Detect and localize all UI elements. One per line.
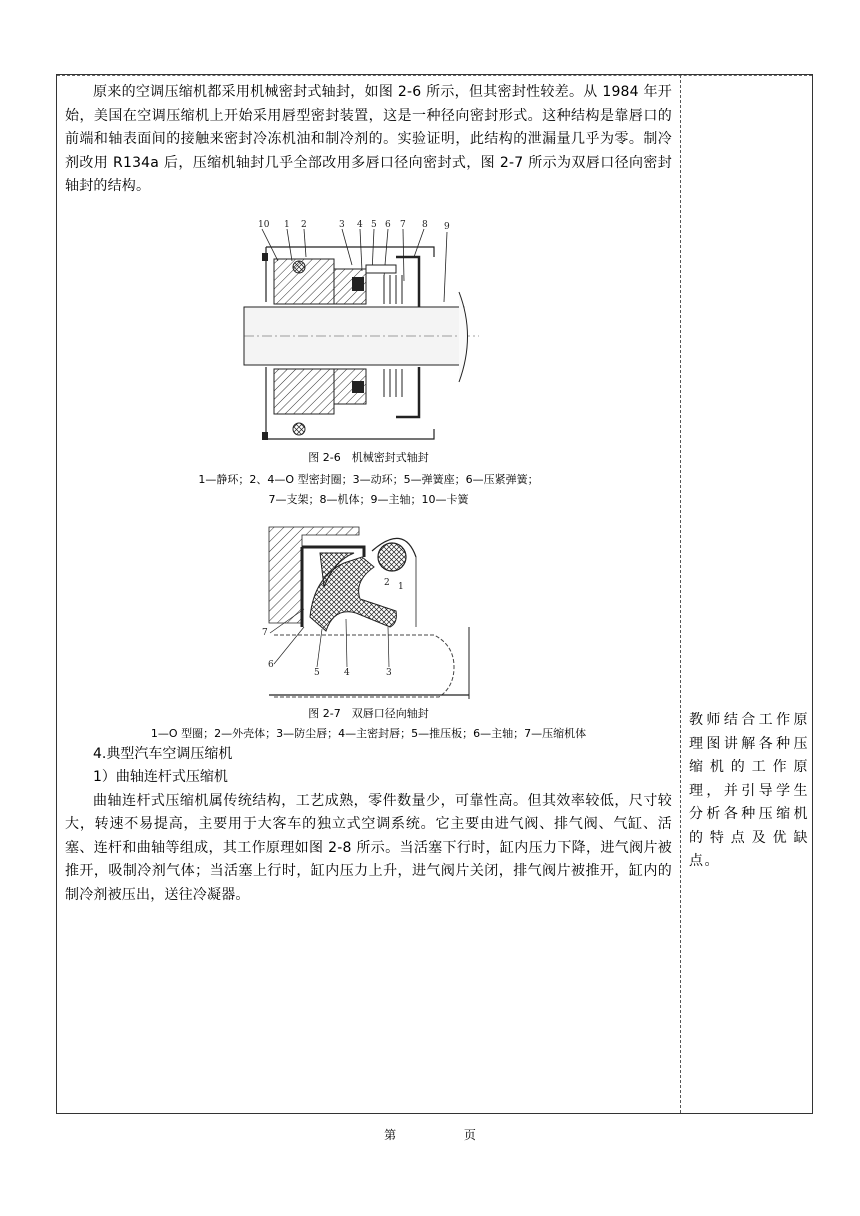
fig27-label-6: 6 — [267, 659, 274, 670]
fig27-label-3: 3 — [385, 667, 392, 678]
section-heading: 4.典型汽车空调压缩机 — [93, 745, 233, 762]
figure-2-7-legend: 1—O 型圈；2—外壳体；3—防尘唇；4—主密封唇；5—推压板；6—主轴；7—压缩机体 — [150, 726, 587, 740]
footer-right: 页 — [463, 1128, 476, 1142]
figure-2-6-mechanical-seal — [244, 217, 494, 449]
teacher-note-column — [681, 75, 813, 1113]
footer-left: 第 — [384, 1128, 397, 1142]
fig26-label-6: 6 — [384, 219, 391, 230]
figure-2-7-double-lip-seal — [261, 527, 474, 699]
fig26-label-1: 1 — [283, 219, 290, 230]
sub-heading: 1）曲轴连杆式压缩机 — [93, 769, 228, 785]
fig26-label-10: 10 — [257, 219, 269, 230]
figure-2-7-caption: 图 2-7 双唇口径向轴封 — [308, 706, 429, 720]
fig27-label-2: 2 — [383, 577, 390, 588]
fig27-label-1: 1 — [397, 581, 404, 592]
fig26-label-2: 2 — [300, 219, 307, 230]
fig26-label-8: 8 — [421, 219, 428, 230]
intro-paragraph: 原来的空调压缩机都采用机械密封式轴封，如图 2-6 所示，但其密封性较差。从 1984 年开始，美国在空调压缩机上开始采用唇型密封装置，这是一种径向密封形式。这种结构是靠唇口的前端和轴表面间的接触来密封冷冻机油和制冷剂的。实验证明，此结构的泄漏量几乎为零。制冷剂改用 R134a 后，压缩机轴封几乎全部改用多唇口径向密封式，图 2-7 所示为双唇口径向密封轴封的结构。 — [65, 84, 672, 194]
fig26-label-5: 5 — [370, 219, 377, 230]
figure-2-6-legend-line2: 7—支架；8—机体；9—主轴；10—卡簧 — [268, 492, 469, 506]
crank-compressor-paragraph: 曲轴连杆式压缩机属传统结构，工艺成熟，零件数量少，可靠性高。但其效率较低，尺寸较大，转速不易提高，主要用于大客车的独立式空调系统。它主要由进气阀、排气阀、气缸、活塞、连杆和曲轴等组成，其工作原理如图 2-8 所示。当活塞下行时，缸内压力下降，进气阀片被推开，吸制冷剂气体；当活塞上行时，缸内压力上升，进气阀片关闭，排气阀片被推开，缸内的制冷剂被压出，送往冷凝器。 — [65, 792, 672, 903]
lesson-table — [56, 74, 813, 1114]
fig27-label-5: 5 — [313, 667, 320, 678]
figure-2-6-caption: 图 2-6 机械密封式轴封 — [308, 450, 429, 464]
figure-2-6-legend-line1: 1—静环；2、4—O 型密封圈；3—动环；5—弹簧座；6—压紧弹簧； — [198, 472, 539, 486]
fig27-label-4: 4 — [343, 667, 350, 678]
fig26-label-9: 9 — [443, 221, 450, 232]
page-footer — [0, 1126, 860, 1143]
fig27-label-7: 7 — [261, 627, 268, 638]
teacher-note: 教师结合工作原理图讲解各种压缩机的工作原理，并引导学生分析各种压缩机的特点及优缺点。 — [689, 712, 809, 869]
fig26-label-4: 4 — [356, 219, 363, 230]
fig26-label-3: 3 — [338, 219, 345, 230]
main-content-column — [57, 75, 680, 1113]
fig26-label-7: 7 — [399, 219, 406, 230]
